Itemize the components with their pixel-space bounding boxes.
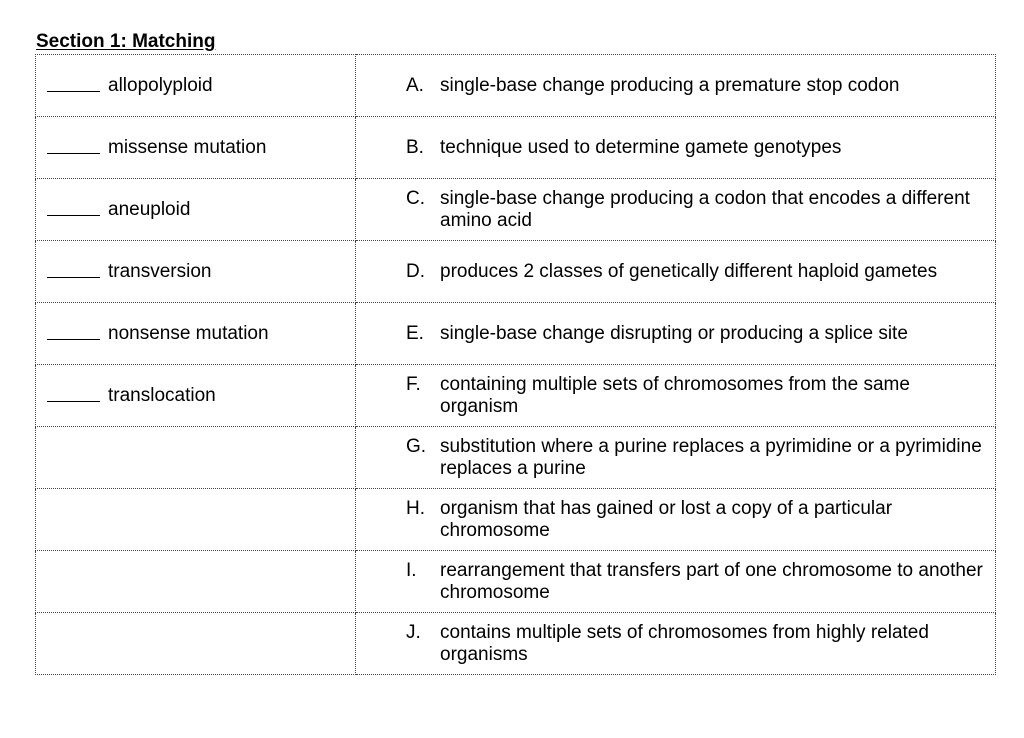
term-cell: [36, 303, 356, 365]
definition-letter: D.: [406, 260, 425, 282]
definition-cell: [356, 365, 996, 427]
answer-blank[interactable]: [47, 325, 100, 340]
definition-letter: H.: [406, 497, 425, 519]
section-title: Section 1: Matching: [36, 31, 216, 52]
definition-cell: [356, 613, 996, 675]
term-label: aneuploid: [108, 198, 191, 220]
answer-blank[interactable]: [47, 387, 100, 402]
definition-text: single-base change producing a codon that encodes a different amino acid: [440, 187, 970, 231]
table-row: [36, 117, 996, 179]
table-row: [36, 551, 996, 613]
empty-term-cell: [36, 551, 356, 613]
answer-blank[interactable]: [47, 77, 100, 92]
definition-text: contains multiple sets of chromosomes from highly related organisms: [440, 621, 929, 665]
table-row: [36, 303, 996, 365]
definition-text: produces 2 classes of genetically different haploid gametes: [440, 260, 938, 282]
definition-text: organism that has gained or lost a copy of a particular chromosome: [440, 497, 893, 541]
definition-cell: [356, 489, 996, 551]
table-row: [36, 427, 996, 489]
definition-cell: [356, 303, 996, 365]
definition-text: single-base change disrupting or producing a splice site: [440, 322, 908, 344]
table-row: [36, 179, 996, 241]
definition-text: technique used to determine gamete genotypes: [440, 136, 842, 158]
definition-cell: [356, 179, 996, 241]
term-label: translocation: [108, 384, 216, 406]
empty-term-cell: [36, 613, 356, 675]
term-label: allopolyploid: [108, 74, 213, 96]
term-cell: [36, 179, 356, 241]
term-cell: [36, 117, 356, 179]
table-row: [36, 241, 996, 303]
empty-term-cell: [36, 427, 356, 489]
table-row: [36, 489, 996, 551]
table-row: [36, 55, 996, 117]
definition-letter: G.: [406, 435, 427, 457]
definition-text: substitution where a purine replaces a pyrimidine or a pyrimidine replaces a purine: [440, 435, 982, 479]
term-label: missense mutation: [108, 136, 267, 158]
term-cell: [36, 365, 356, 427]
definition-cell: [356, 117, 996, 179]
definition-cell: [356, 551, 996, 613]
term-cell: [36, 241, 356, 303]
definition-cell: [356, 427, 996, 489]
definition-letter: A.: [406, 74, 424, 96]
matching-table: [35, 54, 996, 675]
definition-letter: E.: [406, 322, 424, 344]
term-label: nonsense mutation: [108, 322, 269, 344]
definition-text: containing multiple sets of chromosomes from the same organism: [440, 373, 910, 417]
definition-text: rearrangement that transfers part of one chromosome to another chromosome: [440, 559, 983, 603]
definition-text: single-base change producing a premature stop codon: [440, 74, 900, 96]
definition-letter: J.: [406, 621, 421, 643]
term-label: transversion: [108, 260, 212, 282]
answer-blank[interactable]: [47, 139, 100, 154]
definition-cell: [356, 241, 996, 303]
definition-letter: F.: [406, 373, 421, 395]
definition-letter: C.: [406, 187, 425, 209]
answer-blank[interactable]: [47, 201, 100, 216]
table-row: [36, 613, 996, 675]
answer-blank[interactable]: [47, 263, 100, 278]
definition-cell: [356, 55, 996, 117]
empty-term-cell: [36, 489, 356, 551]
term-cell: [36, 55, 356, 117]
definition-letter: I.: [406, 559, 417, 581]
definition-letter: B.: [406, 136, 424, 158]
table-row: [36, 365, 996, 427]
